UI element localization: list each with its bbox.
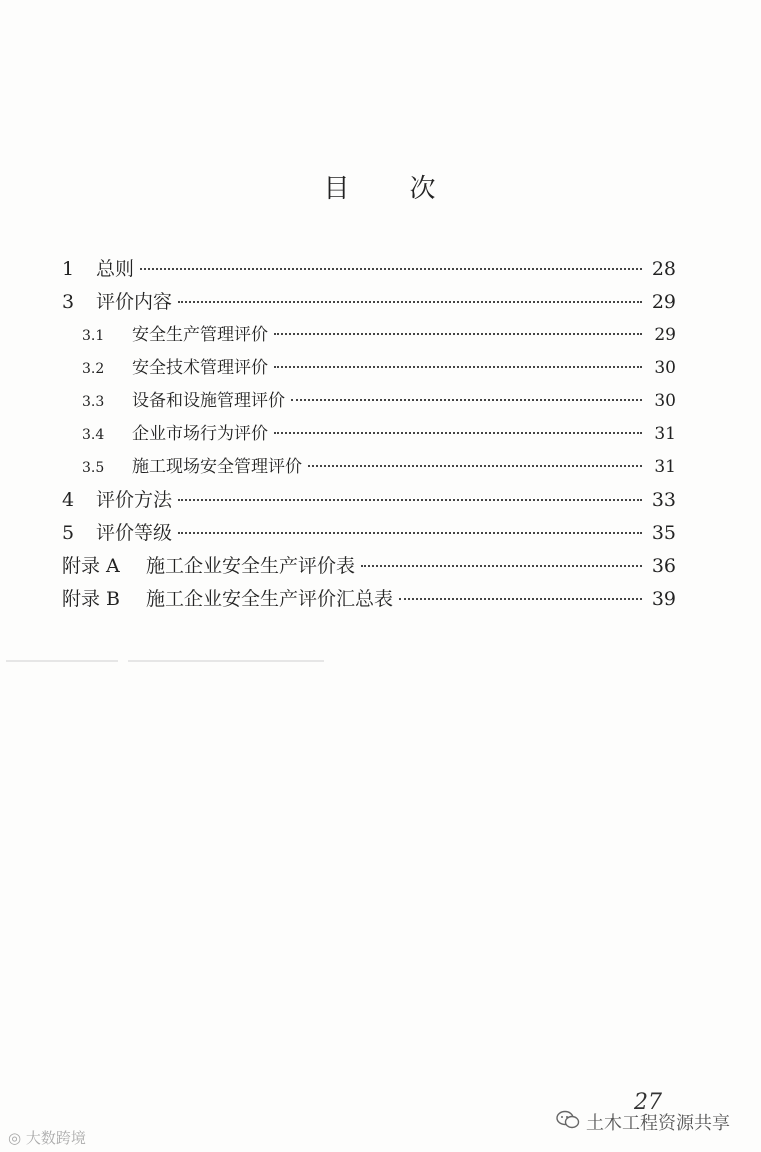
toc-label: 施工现场安全管理评价 [132, 457, 302, 477]
title-char-2: 次 [409, 174, 438, 204]
toc-entry[interactable] [62, 320, 676, 353]
toc-page-number: 39 [651, 588, 676, 610]
toc-label: 评价内容 [96, 291, 173, 313]
toc-entry[interactable] [62, 551, 676, 584]
toc-page-number: 31 [654, 424, 676, 444]
toc-leader-dots [178, 301, 642, 303]
toc-entry[interactable] [62, 518, 676, 551]
watermark-logo-icon: ◎ [8, 1129, 26, 1147]
toc-label: 总则 [96, 258, 135, 280]
toc-number: 3.3 [82, 394, 105, 410]
toc-page-number: 29 [651, 291, 676, 313]
toc-label: 评价方法 [96, 489, 173, 511]
toc-page-number: 31 [654, 457, 676, 477]
page-title [0, 168, 761, 205]
toc-page-number: 36 [651, 555, 676, 577]
toc-label: 设备和设施管理评价 [132, 391, 285, 411]
toc-leader-dots [178, 499, 642, 501]
toc-label: 施工企业安全生产评价汇总表 [146, 588, 394, 610]
toc-entry[interactable] [62, 452, 676, 485]
toc-page-number: 29 [654, 325, 676, 345]
toc-number: 附录 A [62, 555, 120, 577]
toc-page-number: 33 [651, 489, 676, 511]
toc-number: 附录 B [62, 588, 121, 610]
faint-rule [6, 660, 118, 662]
toc-leader-dots [399, 598, 642, 600]
toc-leader-dots [308, 465, 642, 467]
watermark-text: 大数跨境 [25, 1129, 86, 1147]
toc-number: 3 [62, 291, 75, 313]
toc-entry[interactable] [62, 485, 676, 518]
toc-label: 安全技术管理评价 [132, 358, 268, 378]
toc-leader-dots [178, 532, 642, 534]
watermark-text: 土木工程资源共享 [586, 1113, 730, 1134]
table-of-contents [62, 254, 676, 617]
toc-label: 安全生产管理评价 [132, 325, 268, 345]
wechat-icon [556, 1110, 580, 1135]
toc-label: 施工企业安全生产评价表 [146, 555, 356, 577]
toc-entry[interactable] [62, 254, 676, 287]
toc-entry[interactable] [62, 419, 676, 452]
toc-number: 4 [62, 489, 75, 511]
toc-number: 3.2 [82, 361, 105, 377]
toc-page-number: 35 [651, 522, 676, 544]
toc-entry[interactable] [62, 584, 676, 617]
faint-rule [128, 660, 324, 662]
toc-number: 3.4 [82, 427, 105, 443]
toc-leader-dots [140, 268, 642, 270]
page-number: 27 [634, 1090, 662, 1115]
toc-entry[interactable] [62, 386, 676, 419]
watermark-right [556, 1109, 730, 1135]
toc-entry[interactable] [62, 353, 676, 386]
toc-number: 3.1 [82, 328, 105, 344]
toc-entry[interactable] [62, 287, 676, 320]
toc-number: 1 [62, 258, 75, 280]
toc-page-number: 30 [654, 391, 676, 411]
toc-leader-dots [361, 565, 642, 567]
toc-number: 3.5 [82, 460, 105, 476]
title-char-1: 目 [323, 174, 352, 204]
toc-leader-dots [274, 366, 642, 368]
toc-leader-dots [274, 333, 642, 335]
toc-page-number: 30 [654, 358, 676, 378]
toc-label: 评价等级 [96, 522, 173, 544]
toc-leader-dots [274, 432, 642, 434]
toc-leader-dots [291, 399, 642, 401]
toc-label: 企业市场行为评价 [132, 424, 268, 444]
toc-page-number: 28 [651, 258, 676, 280]
toc-number: 5 [62, 522, 75, 544]
watermark-left [8, 1127, 86, 1148]
